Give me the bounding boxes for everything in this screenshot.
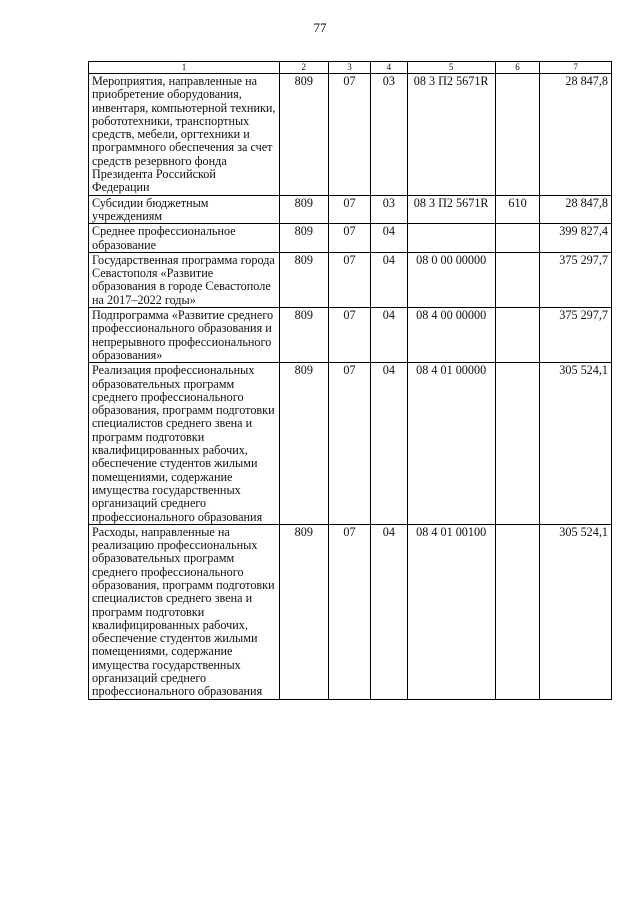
row-expense-type bbox=[495, 363, 540, 525]
row-target-article: 08 3 П2 5671R bbox=[407, 195, 495, 224]
row-ministry-code: 809 bbox=[279, 363, 328, 525]
header-row bbox=[89, 62, 612, 74]
table-row bbox=[89, 195, 612, 224]
row-expense-type bbox=[495, 524, 540, 699]
row-subsection: 04 bbox=[371, 224, 407, 253]
table-row bbox=[89, 363, 612, 525]
row-subsection: 04 bbox=[371, 363, 407, 525]
row-amount: 375 297,7 bbox=[540, 308, 612, 363]
table-row bbox=[89, 224, 612, 253]
header-col-2: 2 bbox=[279, 62, 328, 74]
row-ministry-code: 809 bbox=[279, 195, 328, 224]
row-subsection: 03 bbox=[371, 195, 407, 224]
row-amount: 28 847,8 bbox=[540, 74, 612, 196]
row-target-article: 08 4 01 00100 bbox=[407, 524, 495, 699]
row-name: Подпрограмма «Развитие среднего профессионального образования и непрерывного профессионального образования» bbox=[89, 308, 280, 363]
row-subsection: 04 bbox=[371, 252, 407, 307]
row-amount: 399 827,4 bbox=[540, 224, 612, 253]
header-col-5: 5 bbox=[407, 62, 495, 74]
page-number: 77 bbox=[313, 20, 327, 35]
row-section: 07 bbox=[328, 74, 371, 196]
table-row bbox=[89, 252, 612, 307]
row-amount: 28 847,8 bbox=[540, 195, 612, 224]
row-section: 07 bbox=[328, 224, 371, 253]
row-ministry-code: 809 bbox=[279, 524, 328, 699]
row-section: 07 bbox=[328, 252, 371, 307]
table-row bbox=[89, 308, 612, 363]
row-ministry-code: 809 bbox=[279, 224, 328, 253]
row-ministry-code: 809 bbox=[279, 308, 328, 363]
row-subsection: 04 bbox=[371, 524, 407, 699]
header-col-6: 6 bbox=[495, 62, 540, 74]
row-target-article: 08 3 П2 5671R bbox=[407, 74, 495, 196]
budget-table bbox=[88, 61, 612, 700]
row-expense-type bbox=[495, 74, 540, 196]
row-amount: 305 524,1 bbox=[540, 363, 612, 525]
row-target-article bbox=[407, 224, 495, 253]
row-name: Мероприятия, направленные на приобретение оборудования, инвентаря, компьютерной техники, робототехники, транспортных средств, мебели, оргтехники и программного обеспечения за счет средств резервного фонда Президента Российской Федерации bbox=[89, 74, 280, 196]
row-name: Среднее профессиональное образование bbox=[89, 224, 280, 253]
row-expense-type bbox=[495, 224, 540, 253]
row-target-article: 08 4 00 00000 bbox=[407, 308, 495, 363]
row-amount: 375 297,7 bbox=[540, 252, 612, 307]
row-ministry-code: 809 bbox=[279, 74, 328, 196]
header-col-3: 3 bbox=[328, 62, 371, 74]
header-col-4: 4 bbox=[371, 62, 407, 74]
row-target-article: 08 0 00 00000 bbox=[407, 252, 495, 307]
row-name: Государственная программа города Севастополя «Развитие образования в городе Севастополе на 2017–2022 годы» bbox=[89, 252, 280, 307]
header-col-7: 7 bbox=[540, 62, 612, 74]
row-expense-type: 610 bbox=[495, 195, 540, 224]
row-subsection: 03 bbox=[371, 74, 407, 196]
row-section: 07 bbox=[328, 363, 371, 525]
row-name: Субсидии бюджетным учреждениям bbox=[89, 195, 280, 224]
row-section: 07 bbox=[328, 195, 371, 224]
row-section: 07 bbox=[328, 524, 371, 699]
row-name: Расходы, направленные на реализацию профессиональных образовательных программ среднего профессионального образования, программ подготовки специалистов среднего звена и программ подготовки квалифицированных рабочих, обеспечение студентов жилыми помещениями, содержание имущества государственных организаций среднего профессионального образования bbox=[89, 524, 280, 699]
row-expense-type bbox=[495, 252, 540, 307]
row-subsection: 04 bbox=[371, 308, 407, 363]
row-amount: 305 524,1 bbox=[540, 524, 612, 699]
row-expense-type bbox=[495, 308, 540, 363]
table-row bbox=[89, 524, 612, 699]
row-section: 07 bbox=[328, 308, 371, 363]
table-row bbox=[89, 74, 612, 196]
header-col-1: 1 bbox=[89, 62, 280, 74]
row-ministry-code: 809 bbox=[279, 252, 328, 307]
row-target-article: 08 4 01 00000 bbox=[407, 363, 495, 525]
row-name: Реализация профессиональных образовательных программ среднего профессионального образования, программ подготовки специалистов среднего звена и программ подготовки квалифицированных рабочих, обеспечение студентов жилыми помещениями, содержание имущества государственных организаций среднего профессионального образования bbox=[89, 363, 280, 525]
